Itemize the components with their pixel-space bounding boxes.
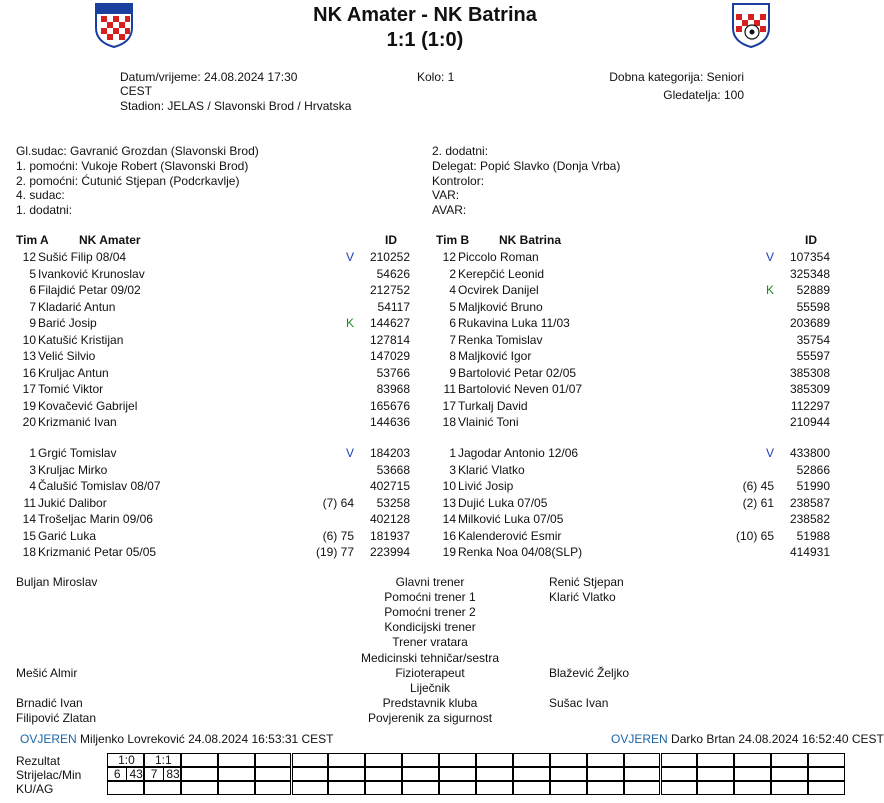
staff-team-a: Mešić Almir (16, 665, 78, 680)
player-number: 13 (22, 349, 36, 363)
player-name: Renka Noa 04/08(SLP) (458, 545, 583, 559)
player-name: Kalenderović Esmir (458, 528, 562, 543)
player-row (14, 348, 434, 364)
verified-text-right: Darko Brtan 24.08.2024 16:52:40 CEST (671, 732, 884, 746)
results-cell (808, 753, 845, 767)
player-id: 53668 (376, 462, 410, 477)
verified-label-left: OVJEREN (20, 732, 77, 746)
player-name: Trošeljac Marin 09/06 (38, 512, 153, 526)
results-row-label: Rezultat (16, 754, 61, 768)
player-name: Ivanković Krunoslav (38, 266, 145, 281)
results-cell (661, 781, 698, 795)
official-right-line: 2. dodatni: (432, 144, 489, 158)
player-id: 223994 (369, 545, 410, 559)
player-name: Jukić Dalibor (38, 495, 107, 510)
player-row (434, 299, 854, 315)
results-cell (771, 781, 808, 795)
player-name: Kruljac Antun (38, 365, 109, 380)
player-row (434, 414, 854, 430)
player-id: 325348 (789, 266, 830, 281)
results-cell (808, 767, 845, 781)
staff-team-b: Sušac Ivan (549, 695, 609, 710)
player-name: Rukavina Luka 11/03 (458, 316, 570, 330)
player-mark: (7) 64 (322, 495, 354, 510)
player-name: Filajdić Petar 09/02 (38, 283, 141, 297)
player-mark: (6) 45 (742, 479, 774, 493)
player-id: 210252 (369, 250, 410, 264)
player-row (434, 495, 854, 511)
player-row (14, 365, 434, 381)
results-cell (365, 767, 402, 781)
official-left-line: 1. dodatni: (16, 203, 73, 218)
player-id: 127814 (369, 332, 410, 347)
official-left-line: Gl.sudac: Gavranić Grozdan (Slavonski Brod) (16, 144, 259, 158)
player-row (434, 365, 854, 381)
player-number: 13 (442, 495, 456, 510)
player-id: 35754 (796, 332, 830, 347)
scorer-value: 83 (163, 768, 181, 781)
results-cell (328, 753, 365, 767)
player-number: 16 (22, 365, 36, 380)
results-cell (328, 767, 365, 781)
staff-role: Fizioterapeut (395, 665, 465, 680)
results-cell (255, 767, 292, 781)
player-number: 7 (449, 332, 456, 347)
player-number: 1 (29, 446, 36, 460)
player-id: 210944 (789, 415, 830, 429)
player-row (14, 266, 434, 282)
results-cell (697, 767, 734, 781)
player-number: 15 (22, 528, 36, 543)
player-row (14, 332, 434, 348)
match-title: NK Amater - NK Batrina (313, 4, 537, 26)
official-right-line: AVAR: (432, 203, 467, 218)
player-name: Velić Silvio (38, 349, 96, 363)
player-number: 14 (22, 512, 36, 526)
player-name: Klarić Vlatko (458, 462, 525, 477)
player-name: Jagodar Antonio 12/06 (458, 446, 579, 460)
results-row-label: KU/AG (16, 782, 54, 796)
player-number: 17 (442, 398, 456, 413)
player-id: 385308 (789, 365, 830, 380)
player-name: Ocvirek Danijel (458, 283, 539, 297)
player-number: 18 (442, 415, 456, 429)
player-row (434, 462, 854, 478)
player-mark: V (345, 250, 354, 264)
player-number: 2 (449, 266, 456, 281)
results-cell (439, 753, 476, 767)
results-cell (439, 767, 476, 781)
player-id: 55598 (796, 299, 830, 314)
team-b-label: Tim B (436, 233, 470, 247)
player-row (434, 315, 854, 331)
staff-team-b: Klarić Vlatko (549, 590, 616, 605)
results-cell (144, 781, 181, 795)
player-id: 184203 (369, 446, 410, 460)
player-mark: (10) 65 (735, 528, 774, 543)
player-number: 9 (29, 316, 36, 330)
official-right-line: Kontrolor: (432, 173, 485, 188)
player-row (14, 299, 434, 315)
match-category: Dobna kategorija: Seniori (609, 70, 744, 84)
player-number: 5 (449, 299, 456, 314)
results-cell (181, 767, 218, 781)
player-name: Čalušić Tomislav 08/07 (38, 479, 161, 493)
player-row (434, 528, 854, 544)
team-a-id-header: ID (385, 233, 397, 247)
team-b-id-header: ID (805, 233, 817, 247)
player-mark: (6) 75 (322, 528, 354, 543)
player-id: 144627 (369, 316, 410, 330)
player-name: Kovačević Gabrijel (38, 398, 138, 413)
results-cell (734, 781, 771, 795)
staff-team-b: Renić Stjepan (549, 575, 624, 589)
player-id: 238582 (789, 512, 830, 526)
team-b-name: NK Batrina (499, 233, 562, 247)
player-row (434, 445, 854, 461)
player-name: Maljković Bruno (458, 299, 543, 314)
verified-text-left: Miljenko Lovreković 24.08.2024 16:53:31 CEST (80, 732, 334, 746)
player-name: Sušić Filip 08/04 (38, 250, 127, 264)
player-id: 55597 (796, 349, 830, 363)
results-cell (292, 781, 329, 795)
player-mark: K (345, 316, 354, 330)
player-name: Renka Tomislav (458, 332, 543, 347)
scorer-value: 43 (126, 768, 144, 781)
official-left-line: 1. pomoćni: Vukoje Robert (Slavonski Brod) (16, 158, 249, 173)
result-value: 1:1 (154, 753, 172, 767)
player-row (14, 528, 434, 544)
player-name: Tomić Viktor (38, 382, 104, 396)
scorer-value: 6 (113, 767, 121, 781)
player-number: 3 (449, 462, 456, 477)
staff-role: Trener vratara (392, 635, 468, 650)
player-name: Kerepčić Leonid (458, 266, 545, 281)
results-cell (218, 781, 255, 795)
results-cell (218, 753, 255, 767)
match-round: Kolo: 1 (417, 70, 455, 84)
results-cell (587, 767, 624, 781)
player-number: 12 (442, 250, 456, 264)
results-cell (402, 767, 439, 781)
player-id: 107354 (789, 250, 830, 264)
player-name: Kladarić Antun (38, 299, 116, 314)
player-id: 52889 (796, 283, 830, 297)
player-row (14, 249, 434, 265)
result-value: 1:0 (118, 753, 135, 767)
player-mark: K (765, 283, 774, 297)
player-row (14, 478, 434, 494)
player-row (14, 381, 434, 397)
results-cell (771, 753, 808, 767)
player-name: Barić Josip (38, 316, 97, 330)
staff-role: Povjerenik za sigurnost (367, 710, 493, 725)
player-name: Piccolo Roman (458, 250, 539, 264)
player-number: 6 (29, 283, 36, 297)
player-row (434, 398, 854, 414)
player-row (14, 544, 434, 560)
nk-batrina-logo (730, 2, 772, 48)
player-id: 112297 (790, 398, 830, 413)
results-cell (107, 781, 144, 795)
player-row (14, 414, 434, 430)
results-cell (365, 781, 402, 795)
results-cell (218, 767, 255, 781)
player-mark: V (765, 250, 774, 264)
results-cell (697, 781, 734, 795)
player-row (434, 511, 854, 527)
player-id: 402715 (369, 479, 410, 493)
player-mark: (19) 77 (315, 545, 354, 559)
staff-role: Pomoćni trener 2 (384, 605, 476, 620)
results-cell (292, 753, 329, 767)
player-name: Bartolović Neven 01/07 (458, 382, 583, 396)
results-row-label: Strijelac/Min (16, 768, 82, 782)
player-row (14, 398, 434, 414)
player-name: Dujić Luka 07/05 (458, 495, 548, 510)
player-mark: V (765, 446, 774, 460)
staff-role: Kondicijski trener (384, 620, 476, 635)
results-cell (365, 753, 402, 767)
staff-role: Medicinski tehničar/sestra (360, 650, 500, 665)
player-id: 238587 (789, 495, 830, 510)
player-row (14, 462, 434, 478)
player-row (14, 495, 434, 511)
results-cell (587, 781, 624, 795)
player-id: 54626 (376, 266, 410, 281)
player-number: 18 (22, 545, 36, 559)
player-row (434, 249, 854, 265)
player-number: 9 (449, 365, 456, 380)
player-number: 7 (29, 299, 36, 314)
results-cell (402, 781, 439, 795)
verification-right (611, 732, 884, 746)
player-name: Kruljac Mirko (38, 462, 108, 477)
player-row (434, 381, 854, 397)
verification-left (20, 732, 334, 746)
player-mark: (2) 61 (742, 495, 774, 510)
player-number: 12 (22, 250, 36, 264)
results-cell (476, 767, 513, 781)
player-number: 16 (442, 528, 456, 543)
player-number: 5 (29, 266, 36, 281)
player-id: 83968 (376, 382, 410, 396)
player-row (434, 282, 854, 298)
results-cell (181, 781, 218, 795)
match-datetime: Datum/vrijeme: 24.08.2024 17:30 (120, 70, 298, 84)
staff-role: Glavni trener (395, 575, 465, 589)
results-cell (550, 781, 587, 795)
player-id: 53766 (376, 365, 410, 380)
match-score: 1:1 (1:0) (386, 29, 464, 51)
player-id: 212752 (369, 283, 410, 297)
results-cell (513, 767, 550, 781)
results-cell (734, 753, 771, 767)
player-name: Maljković Igor (458, 349, 532, 363)
results-cell (624, 781, 661, 795)
verified-label-right: OVJEREN (611, 732, 668, 746)
results-cell (808, 781, 845, 795)
player-number: 4 (449, 283, 456, 297)
player-row (434, 348, 854, 364)
player-number: 4 (29, 479, 36, 493)
results-cell (328, 781, 365, 795)
player-name: Grgić Tomislav (38, 446, 117, 460)
player-id: 54117 (377, 299, 410, 314)
player-number: 11 (443, 382, 456, 396)
player-mark: V (345, 446, 354, 460)
results-cell (402, 753, 439, 767)
player-row (434, 332, 854, 348)
team-a-label: Tim A (16, 233, 49, 247)
player-row (434, 478, 854, 494)
player-number: 19 (442, 545, 456, 559)
player-row (434, 266, 854, 282)
player-id: 144636 (369, 415, 410, 429)
player-id: 51988 (796, 528, 830, 543)
player-name: Turkalj David (458, 398, 528, 413)
match-stadium: Stadion: JELAS / Slavonski Brod / Hrvatska (120, 99, 352, 113)
player-number: 1 (449, 446, 456, 460)
player-number: 10 (442, 479, 456, 493)
player-row (14, 282, 434, 298)
results-cell (439, 781, 476, 795)
player-id: 147029 (369, 349, 410, 363)
player-number: 3 (29, 462, 36, 477)
match-timezone: CEST (120, 84, 153, 98)
staff-team-a: Brnadić Ivan (16, 695, 83, 710)
team-a-name: NK Amater (79, 233, 141, 247)
player-id: 51990 (796, 479, 830, 493)
player-number: 10 (22, 332, 36, 347)
player-name: Katušić Kristijan (38, 332, 124, 347)
staff-role: Predstavnik kluba (382, 695, 478, 710)
player-name: Krizmanić Petar 05/05 (38, 545, 157, 559)
results-cell (771, 767, 808, 781)
results-cell (181, 753, 218, 767)
results-cell (624, 767, 661, 781)
nk-amater-logo (93, 2, 135, 48)
results-cell (476, 753, 513, 767)
player-id: 203689 (789, 316, 830, 330)
player-id: 385309 (789, 382, 830, 396)
player-id: 165676 (369, 398, 410, 413)
results-cell (476, 781, 513, 795)
official-right-line: Delegat: Popić Slavko (Donja Vrba) (432, 158, 621, 173)
player-name: Milković Luka 07/05 (458, 512, 564, 526)
player-id: 402128 (369, 512, 410, 526)
player-id: 181937 (369, 528, 410, 543)
player-number: 6 (449, 316, 456, 330)
results-cell (624, 753, 661, 767)
player-number: 20 (22, 415, 36, 429)
results-cell (587, 753, 624, 767)
staff-team-a: Buljan Miroslav (16, 575, 98, 589)
player-id: 52866 (796, 462, 830, 477)
player-row (14, 315, 434, 331)
player-row (14, 511, 434, 527)
player-number: 11 (23, 495, 36, 510)
results-cell (513, 781, 550, 795)
official-left-line: 4. sudac: (16, 188, 65, 203)
player-name: Krizmanić Ivan (38, 415, 117, 429)
player-number: 8 (449, 349, 456, 363)
staff-role: Liječnik (409, 680, 451, 695)
player-id: 414931 (789, 545, 830, 559)
results-cell (734, 767, 771, 781)
player-number: 17 (22, 382, 36, 396)
player-name: Bartolović Petar 02/05 (458, 365, 577, 380)
player-name: Garić Luka (38, 528, 97, 543)
player-row (14, 445, 434, 461)
official-right-line: VAR: (432, 188, 460, 203)
results-cell (255, 753, 292, 767)
staff-team-a: Filipović Zlatan (16, 710, 97, 725)
player-number: 19 (22, 398, 36, 413)
player-id: 433800 (789, 446, 830, 460)
player-name: Livić Josip (458, 479, 514, 493)
player-row (434, 544, 854, 560)
results-cell (550, 767, 587, 781)
staff-team-b: Blažević Željko (549, 665, 630, 680)
results-cell (550, 753, 587, 767)
results-cell (255, 781, 292, 795)
staff-role: Pomoćni trener 1 (384, 590, 476, 605)
results-cell (513, 753, 550, 767)
player-id: 53258 (376, 495, 410, 510)
results-cell (697, 753, 734, 767)
official-left-line: 2. pomoćni: Ćutunić Stjepan (Podcrkavlje) (16, 173, 240, 188)
results-cell (661, 767, 698, 781)
results-cell (292, 767, 329, 781)
player-number: 14 (442, 512, 456, 526)
player-name: Vlainić Toni (458, 415, 519, 429)
match-spectators: Gledatelja: 100 (663, 88, 744, 102)
scorer-value: 7 (150, 767, 158, 781)
results-cell (661, 753, 698, 767)
